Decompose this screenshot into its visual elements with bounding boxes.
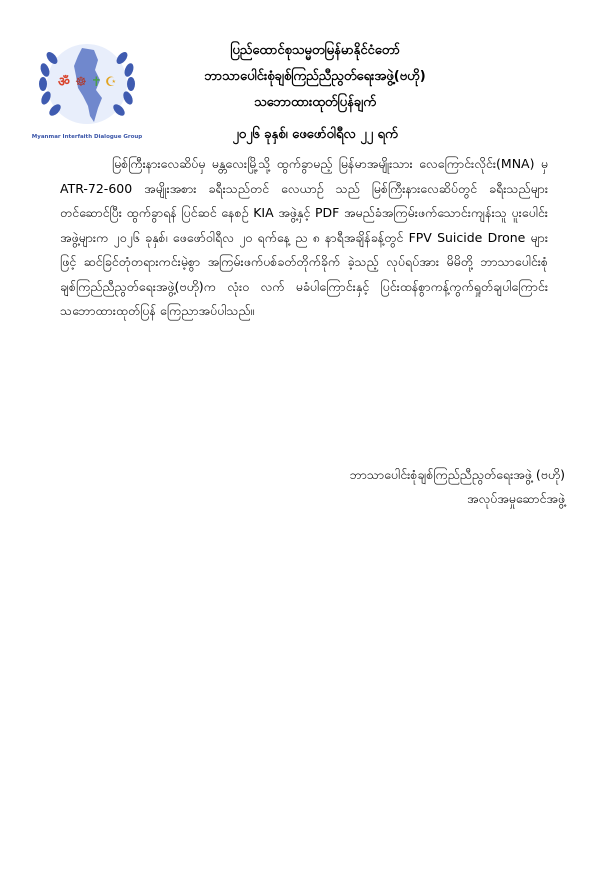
signature-block	[350, 463, 565, 511]
logo-caption: Myanmar Interfaith Dialogue Group	[31, 134, 143, 140]
cross-symbol-icon: ✝	[91, 75, 102, 90]
wheel-symbol-icon: ☸	[75, 75, 87, 90]
om-symbol-icon: ॐ	[58, 75, 70, 90]
logo-emblem-icon	[28, 36, 146, 134]
statement-date: ၂၀၂၆ ခုနှစ်၊ ဖေဖော်ဝါရီလ ၂၂ ရက်	[232, 127, 398, 142]
document-header	[150, 38, 480, 116]
signature-committee: အလုပ်အမှုဆောင်အဖွဲ့	[466, 491, 565, 506]
crescent-star-icon: ☪	[105, 75, 117, 90]
header-title: သဘောထားထုတ်ပြန်ချက်	[254, 95, 376, 110]
statement-body: မြစ်ကြီးနားလေဆိပ်မှ မန္တလေးမြို့သို့ ထွက်ခွာမည့် မြန်မာအမျိုးသား လေကြောင်းလိုင်း(MNA) မှ ATR-72-600 အမျိုးအစား ခရီးသည်တင် လေယာဉ် သည် မြစ်ကြီးနားလေဆိပ်တွင် ခရီးသည်များတင်ဆောင်ပြီး ထွက်ခွာရန် ပြင်ဆင် နေစဉ် KIA အဖွဲ့နှင့် PDF အမည်ခံအကြမ်းဖက်သောင်းကျန်းသူ ပူးပေါင်း အဖွဲ့များက ၂၀၂၆ ခုနှစ်၊ ဖေဖော်ဝါရီလ ၂၀ ရက်နေ့ ည ၈ နာရီအချိန်ခန့်တွင် FPV Suicide Drone များဖြင့် ဆင်ခြင်တုံတရားကင်းမဲ့စွာ အကြမ်းဖက်ပစ်ခတ်တိုက်ခိုက် ခဲ့သည့် လုပ်ရပ်အား မိမိတို့ ဘာသာပေါင်းစုံချစ်ကြည်ညီညွတ်ရေးအဖွဲ့(ဗဟို)က လုံးဝ လက် မခံပါကြောင်းနှင့် ပြင်းထန်စွာကန့်ကွက်ရှုတ်ချပါကြောင်း သဘောထားထုတ်ပြန် ကြေညာအပ်ပါသည်။	[60, 156, 548, 318]
organization-logo	[28, 36, 146, 146]
header-organization: ဘာသာပေါင်းစုံချစ်ကြည်ညီညွတ်ရေးအဖွဲ့(ဗဟို)	[204, 69, 426, 84]
signature-organization: ဘာသာပေါင်းစုံချစ်ကြည်ညီညွတ်ရေးအဖွဲ့ (ဗဟို)	[349, 467, 565, 482]
header-country: ပြည်ထောင်စုသမ္မတမြန်မာနိုင်ငံတော်	[230, 43, 400, 58]
